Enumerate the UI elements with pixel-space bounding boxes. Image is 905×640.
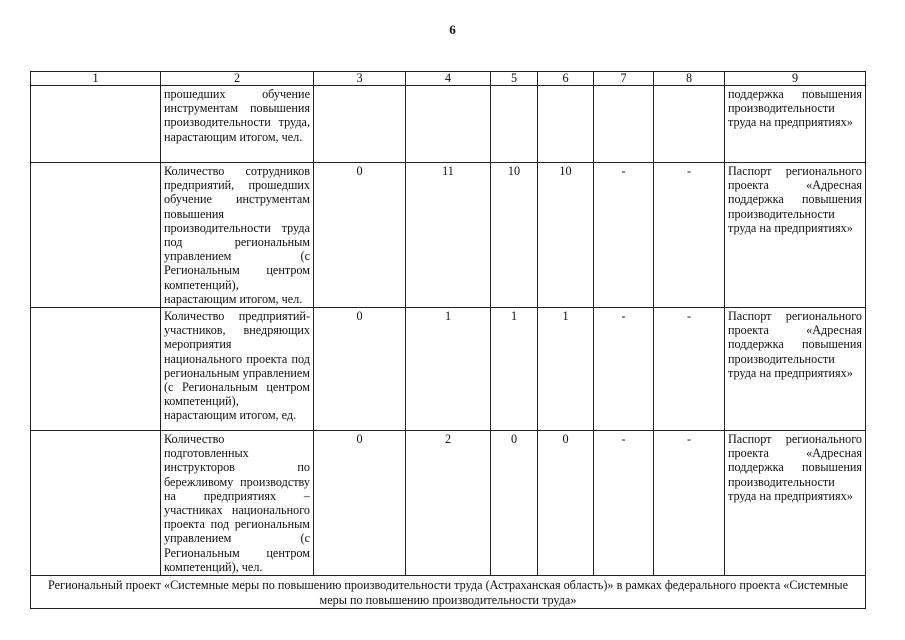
indicators-table (30, 71, 866, 609)
table-row (31, 86, 866, 163)
source-cell: Паспорт регионального проекта «Адресная поддержка повышения производительности труда на предприятиях» (725, 431, 866, 576)
column-header: 7 (594, 72, 654, 86)
cell-col1 (31, 86, 161, 163)
value-cell: 11 (406, 163, 491, 308)
source-cell: Паспорт регионального проекта «Адресная поддержка повышения производительности труда на предприятиях» (725, 163, 866, 308)
cell-col1 (31, 163, 161, 308)
indicator-name-cell: Количество предприятий-участников, внедряющих мероприятия национального проекта под региональным управлением (с Региональным центром компетенций), нарастающим итогом, ед. (161, 308, 314, 431)
value-cell: 0 (314, 163, 406, 308)
cell-col1 (31, 308, 161, 431)
table-row (31, 431, 866, 576)
column-header: 9 (725, 72, 866, 86)
value-cell: 10 (538, 163, 594, 308)
regional-project-heading: Региональный проект «Системные меры по повышению производительности труда (Астраханская область)» в рамках федерального проекта «Системные меры по повышению производительности труда» (31, 576, 866, 609)
value-cell: - (594, 308, 654, 431)
value-cell: 0 (314, 308, 406, 431)
value-cell: 10 (491, 163, 538, 308)
value-cell (594, 86, 654, 163)
column-header: 3 (314, 72, 406, 86)
value-cell: 1 (538, 308, 594, 431)
indicator-name-cell: Количество сотрудников предприятий, прошедших обучение инструментам повышения производительности труда под региональным управлением (с Региональным центром компетенций), нарастающим итогом, чел. (161, 163, 314, 308)
value-cell: 1 (406, 308, 491, 431)
value-cell: - (654, 431, 725, 576)
source-cell: поддержка повышения производительности труда на предприятиях» (725, 86, 866, 163)
value-cell: - (654, 163, 725, 308)
table-row (31, 308, 866, 431)
column-header: 4 (406, 72, 491, 86)
column-header: 2 (161, 72, 314, 86)
value-cell (314, 86, 406, 163)
value-cell: 0 (314, 431, 406, 576)
value-cell: 0 (491, 431, 538, 576)
column-header: 8 (654, 72, 725, 86)
value-cell: - (594, 163, 654, 308)
value-cell (654, 86, 725, 163)
section-heading-row (31, 576, 866, 609)
value-cell (406, 86, 491, 163)
column-header: 5 (491, 72, 538, 86)
page-number: 6 (449, 22, 456, 37)
cell-col1 (31, 431, 161, 576)
indicator-name-cell: прошедших обучение инструментам повышения производительности труда, нарастающим итогом, чел. (161, 86, 314, 163)
value-cell: - (654, 308, 725, 431)
source-cell: Паспорт регионального проекта «Адресная поддержка повышения производительности труда на предприятиях» (725, 308, 866, 431)
indicator-name-cell: Количество подготовленных инструкторов по бережливому производству на предприятиях – участниках национального проекта под региональным управлением (с Региональным центром компетенций), чел. (161, 431, 314, 576)
value-cell: 2 (406, 431, 491, 576)
value-cell: 1 (491, 308, 538, 431)
column-header: 6 (538, 72, 594, 86)
header-row (31, 72, 866, 86)
value-cell (538, 86, 594, 163)
value-cell: - (594, 431, 654, 576)
table-row (31, 163, 866, 308)
value-cell (491, 86, 538, 163)
column-header: 1 (31, 72, 161, 86)
value-cell: 0 (538, 431, 594, 576)
